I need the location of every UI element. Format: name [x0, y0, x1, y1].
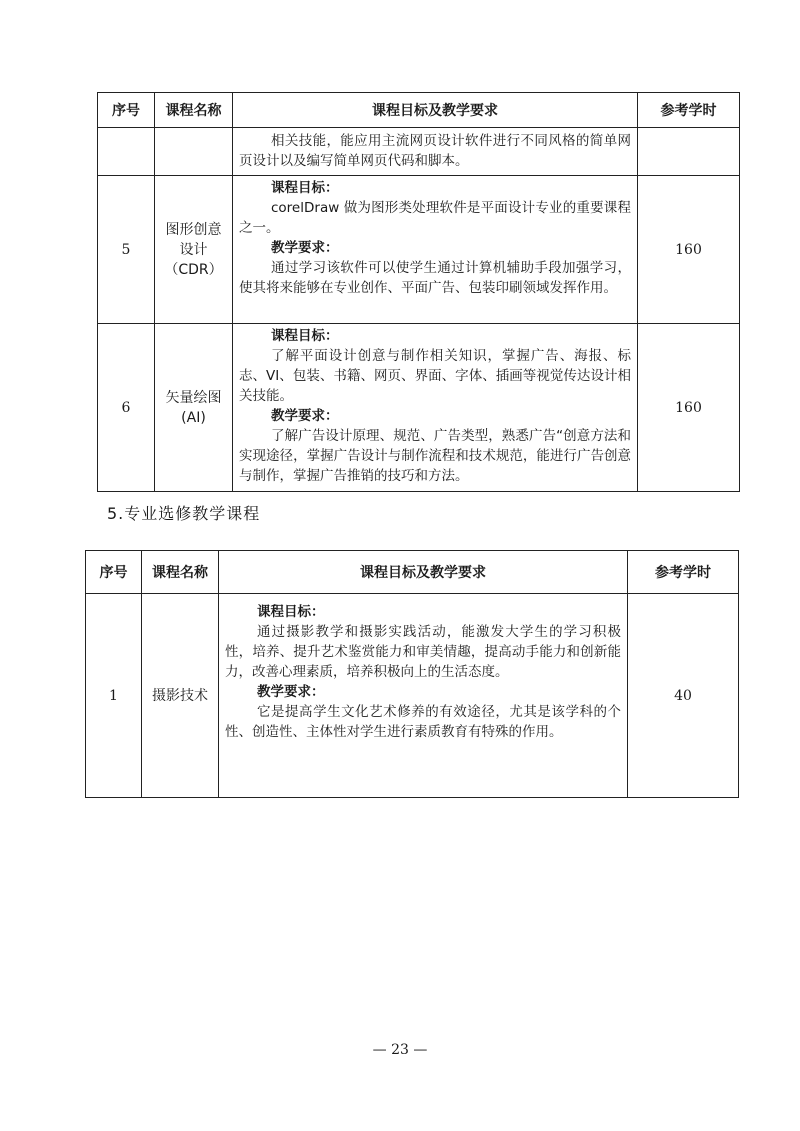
hours-cell — [638, 128, 740, 176]
course-name-line: 设计 — [179, 241, 208, 258]
requirement-label: 教学要求： — [271, 408, 339, 424]
goal-label: 课程目标： — [257, 604, 325, 620]
requirement-text: 它是提高学生文化艺术修养的有效途径，尤其是该学科的个性、创造性、主体性对学生进行素质教育有特殊的作用。 — [225, 704, 621, 740]
table-row — [98, 128, 740, 176]
header-course-name: 课程名称 — [155, 93, 233, 128]
table-row — [98, 324, 740, 492]
requirement-label: 教学要求： — [257, 684, 325, 700]
row-number: 5 — [98, 176, 155, 324]
hours-value: 160 — [638, 176, 740, 324]
number-cell — [98, 128, 155, 176]
course-name-line: 图形创意 — [165, 221, 222, 238]
requirement-label: 教学要求： — [271, 240, 339, 256]
course-name-line: （CDR） — [164, 261, 223, 278]
course-name-line: 矢量绘图 — [165, 389, 222, 406]
description-cell — [233, 324, 638, 492]
hours-value: 160 — [638, 324, 740, 492]
course-name — [155, 324, 233, 492]
table-header-row — [86, 551, 739, 594]
table-row — [86, 594, 739, 798]
requirement-text: 了解广告设计原理、规范、广告类型，熟悉广告“创意方法和实现途径，掌握广告设计与制作流程和技术规范，能进行广告创意与制作，掌握广告推销的技巧和方法。 — [239, 428, 631, 484]
row-number: 1 — [86, 594, 142, 798]
section-title: 5.专业选修教学课程 — [107, 504, 261, 523]
page-number: — 23 — — [372, 1042, 428, 1058]
header-goals-requirements: 课程目标及教学要求 — [219, 551, 628, 594]
course-name — [155, 176, 233, 324]
table-row — [98, 176, 740, 324]
header-number: 序号 — [98, 93, 155, 128]
table-header-row — [98, 93, 740, 128]
goal-text: 了解平面设计创意与制作相关知识，掌握广告、海报、标志、VI、包装、书籍、网页、界面、字体、插画等视觉传达设计相关技能。 — [239, 348, 631, 404]
course-name: 摄影技术 — [142, 594, 219, 798]
goal-text: corelDraw 做为图形类处理软件是平面设计专业的重要课程之一。 — [239, 200, 631, 236]
header-hours: 参考学时 — [638, 93, 740, 128]
requirement-text: 通过学习该软件可以使学生通过计算机辅助手段加强学习，使其将来能够在专业创作、平面广告、包装印刷领域发挥作用。 — [239, 260, 631, 296]
hours-value: 40 — [628, 594, 739, 798]
header-number: 序号 — [86, 551, 142, 594]
description-cell — [233, 176, 638, 324]
header-hours: 参考学时 — [628, 551, 739, 594]
goal-label: 课程目标： — [271, 328, 339, 344]
header-goals-requirements: 课程目标及教学要求 — [233, 93, 638, 128]
course-table-continued — [97, 92, 740, 492]
header-course-name: 课程名称 — [142, 551, 219, 594]
elective-course-table — [85, 550, 739, 798]
goal-text: 通过摄影教学和摄影实践活动，能激发大学生的学习积极性，培养、提升艺术鉴赏能力和审美情趣，提高动手能力和创新能力，改善心理素质，培养积极向上的生活态度。 — [225, 624, 621, 680]
description-cell — [219, 594, 628, 798]
continuation-text: 相关技能，能应用主流网页设计软件进行不同风格的简单网页设计以及编写简单网页代码和脚本。 — [239, 133, 631, 169]
course-name-cell — [155, 128, 233, 176]
description-cell — [233, 128, 638, 176]
row-number: 6 — [98, 324, 155, 492]
goal-label: 课程目标： — [271, 180, 339, 196]
course-name-line: (AI) — [181, 409, 206, 426]
